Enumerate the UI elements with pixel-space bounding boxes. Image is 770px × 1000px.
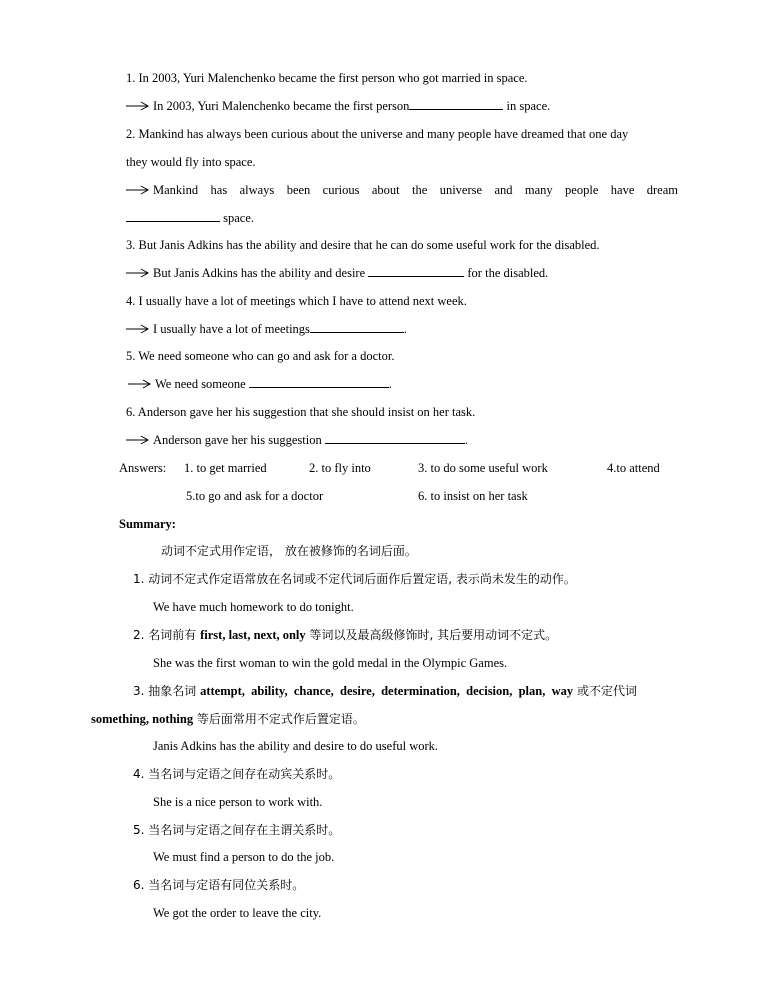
exercise-1-rewrite (126, 98, 550, 114)
rule-number: 6. (133, 878, 145, 892)
summary-intro: 动词不定式用作定语， 放在被修饰的名词后面。 (161, 544, 417, 558)
rule-text: 等后面常用不定式作后置定语。 (193, 712, 365, 726)
summary-rule-2 (133, 627, 557, 643)
rule-text: 当名词与定语之间存在动宾关系时。 (148, 767, 341, 781)
arrow-right-icon (126, 101, 150, 111)
rule-number: 2. (133, 628, 145, 642)
rewrite-text: in space. (503, 99, 551, 113)
rewrite-text: In 2003, Yuri Malenchenko became the first person (153, 99, 410, 113)
answer-blank[interactable] (368, 265, 464, 277)
exercise-6-rewrite (126, 432, 468, 448)
answer-3: 3. to do some useful work (418, 461, 548, 475)
exercise-5-rewrite (128, 376, 392, 392)
rewrite-text: I usually have a lot of meetings (153, 322, 310, 336)
rule-number: 1. (133, 572, 145, 586)
rule-keywords: attempt, ability, chance, desire, determination, decision, plan, way (200, 684, 574, 698)
rule-text: 动词不定式作定语常放在名词或不定代词后面作后置定语, 表示尚未发生的动作。 (148, 572, 576, 586)
exercise-2-original: 2. Mankind has always been curious about the universe and many people have dreamed that one day (126, 127, 629, 141)
answer-blank[interactable] (310, 321, 404, 333)
exercise-2-original-cont: they would fly into space. (126, 155, 256, 169)
rewrite-text: . (403, 322, 408, 336)
rule-5-example: We must find a person to do the job. (153, 850, 335, 864)
rule-3-example: Janis Adkins has the ability and desire to do useful work. (153, 739, 439, 753)
rule-2-example: She was the first woman to win the gold medal in the Olympic Games. (153, 656, 508, 670)
exercise-4-rewrite (126, 321, 407, 337)
rewrite-text: . (388, 377, 392, 391)
summary-rule-3-cont (91, 711, 365, 727)
answer-blank[interactable] (409, 98, 503, 110)
arrow-right-icon (128, 379, 152, 389)
summary-rule-6 (133, 877, 304, 893)
rewrite-text: . (464, 433, 468, 447)
rule-text: 或不定代词 (573, 684, 637, 698)
rewrite-text: Mankind has always been curious about the universe and many people have dream (153, 183, 678, 197)
rewrite-text: We need someone (155, 377, 249, 391)
summary-rule-4 (133, 766, 340, 782)
arrow-right-icon (126, 268, 150, 278)
summary-rule-1 (133, 571, 576, 587)
exercise-4-original: 4. I usually have a lot of meetings which I have to attend next week. (126, 294, 467, 308)
rule-text: 当名词与定语之间存在主谓关系时。 (148, 823, 341, 837)
arrow-right-icon (126, 435, 150, 445)
rule-6-example: We got the order to leave the city. (153, 906, 322, 920)
rule-4-example: She is a nice person to work with. (153, 795, 323, 809)
answer-6: 6. to insist on her task (418, 489, 528, 503)
rule-number: 3. (133, 684, 145, 698)
exercise-6-original: 6. Anderson gave her his suggestion that she should insist on her task. (126, 405, 476, 419)
summary-rule-5 (133, 822, 340, 838)
answer-blank[interactable] (126, 210, 220, 222)
rule-number: 5. (133, 823, 145, 837)
answer-blank[interactable] (325, 432, 465, 444)
rule-text: 当名词与定语有同位关系时。 (148, 878, 305, 892)
rule-text: 名词前有 (148, 628, 201, 642)
answer-5: 5.to go and ask for a doctor (186, 489, 324, 503)
exercise-3-rewrite (126, 265, 548, 281)
rule-keywords: something, nothing (91, 712, 194, 726)
rule-text: 抽象名词 (148, 684, 201, 698)
rewrite-text: for the disabled. (464, 266, 549, 280)
exercise-5-original: 5. We need someone who can go and ask for a doctor. (126, 349, 395, 363)
rule-keywords: first, last, next, only (200, 628, 306, 642)
answer-4: 4.to attend (607, 461, 660, 475)
rule-1-example: We have much homework to do tonight. (153, 600, 354, 614)
arrow-right-icon (126, 185, 150, 195)
exercise-1-original: 1. In 2003, Yuri Malenchenko became the first person who got married in space. (126, 71, 528, 85)
rewrite-text: But Janis Adkins has the ability and desire (153, 266, 369, 280)
exercise-3-original: 3. But Janis Adkins has the ability and desire that he can do some useful work for the disabled. (126, 238, 600, 252)
summary-heading: Summary: (119, 517, 176, 531)
answer-1: 1. to get married (184, 461, 267, 475)
summary-rule-3 (133, 683, 637, 699)
rewrite-text: space. (220, 211, 255, 225)
rule-number: 4. (133, 767, 145, 781)
rewrite-text: Anderson gave her his suggestion (153, 433, 325, 447)
exercise-2-rewrite (126, 182, 678, 198)
arrow-right-icon (126, 324, 150, 334)
rule-text: 等词以及最高级修饰时, 其后要用动词不定式。 (305, 628, 558, 642)
answer-blank[interactable] (249, 376, 389, 388)
answers-label: Answers: (119, 461, 167, 475)
exercise-2-rewrite-cont (126, 210, 254, 226)
answer-2: 2. to fly into (309, 461, 371, 475)
